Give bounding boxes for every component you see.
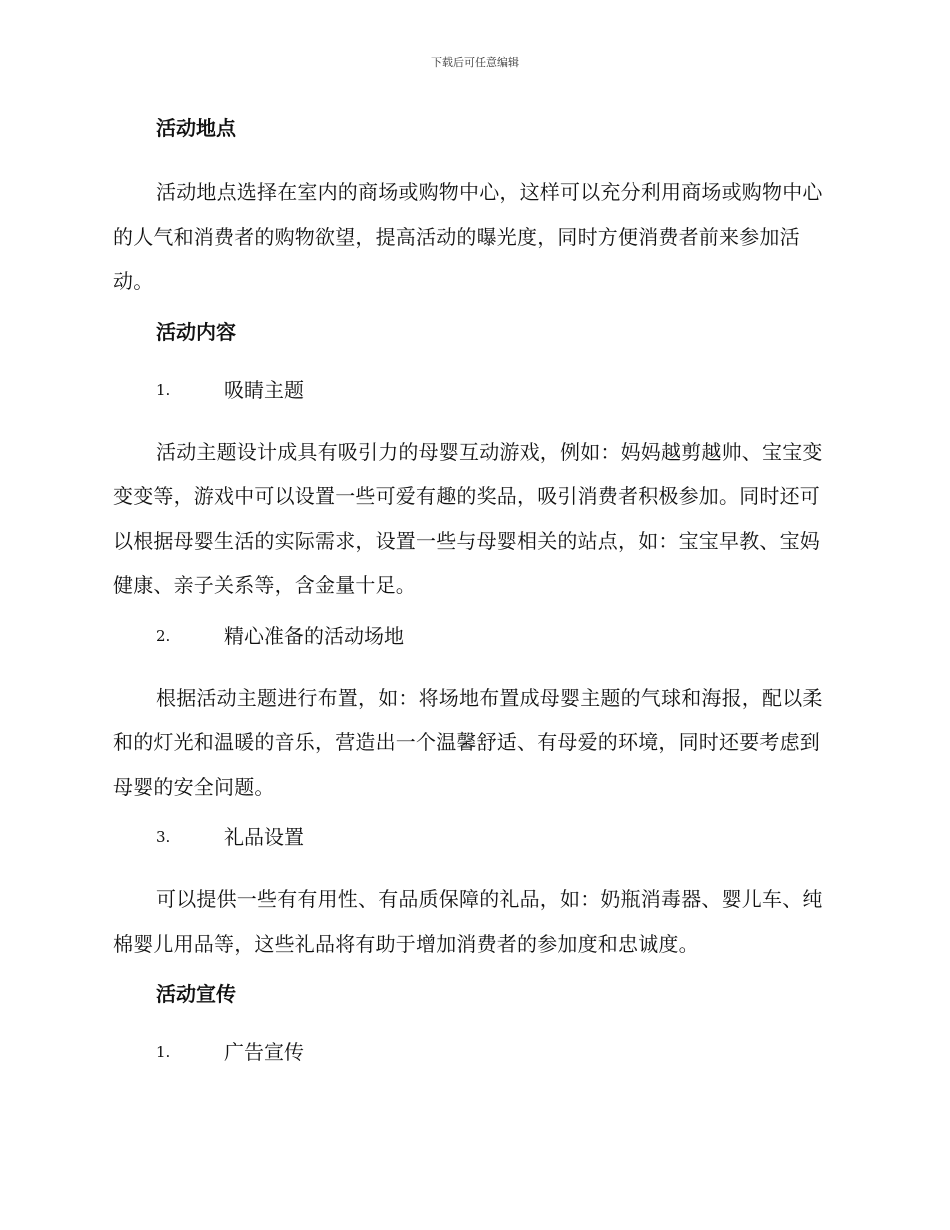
venue-paragraph: 根据活动主题进行布置，如：将场地布置成母婴主题的气球和海报，配以柔和的灯光和温暖的音乐，营造出一个温馨舒适、有母爱的环境，同时还要考虑到母婴的安全问题。 — [113, 685, 823, 799]
section-heading-promotion: 活动宣传 — [156, 982, 236, 1006]
list-item-title: 广告宣传 — [224, 1040, 304, 1064]
list-item — [156, 1036, 838, 1068]
list-item-number: 1. — [156, 380, 171, 399]
list-item-title: 吸睛主题 — [224, 377, 304, 402]
list-item-number: 3. — [156, 828, 171, 846]
list-item-title: 礼品设置 — [224, 825, 304, 849]
list-item — [156, 821, 838, 853]
page-header: 下载后可任意编辑 — [431, 56, 519, 69]
list-item — [156, 620, 838, 652]
section-heading-location: 活动地点 — [156, 116, 236, 140]
list-item-number: 2. — [156, 626, 171, 645]
theme-paragraph: 活动主题设计成具有吸引力的母婴互动游戏，例如：妈妈越剪越帅、宝宝变变变等，游戏中可以设置一些可爱有趣的奖品，吸引消费者积极参加。同时还可以根据母婴生活的实际需求，设置一些与母婴相关的站点，如：宝宝早教、宝妈健康、亲子关系等，含金量十足。 — [113, 439, 823, 597]
section-heading-content: 活动内容 — [156, 319, 236, 344]
list-item-number: 1. — [156, 1043, 171, 1061]
document-body — [113, 112, 838, 1092]
location-paragraph: 活动地点选择在室内的商场或购物中心，这样可以充分利用商场或购物中心的人气和消费者的购物欲望，提高活动的曝光度，同时方便消费者前来参加活动。 — [113, 180, 823, 293]
list-item — [156, 374, 838, 406]
gift-paragraph: 可以提供一些有有用性、有品质保障的礼品，如：奶瓶消毒器、婴儿车、纯棉婴儿用品等，这些礼品将有助于增加消费者的参加度和忠诚度。 — [113, 887, 823, 956]
list-item-title: 精心准备的活动场地 — [224, 623, 404, 648]
